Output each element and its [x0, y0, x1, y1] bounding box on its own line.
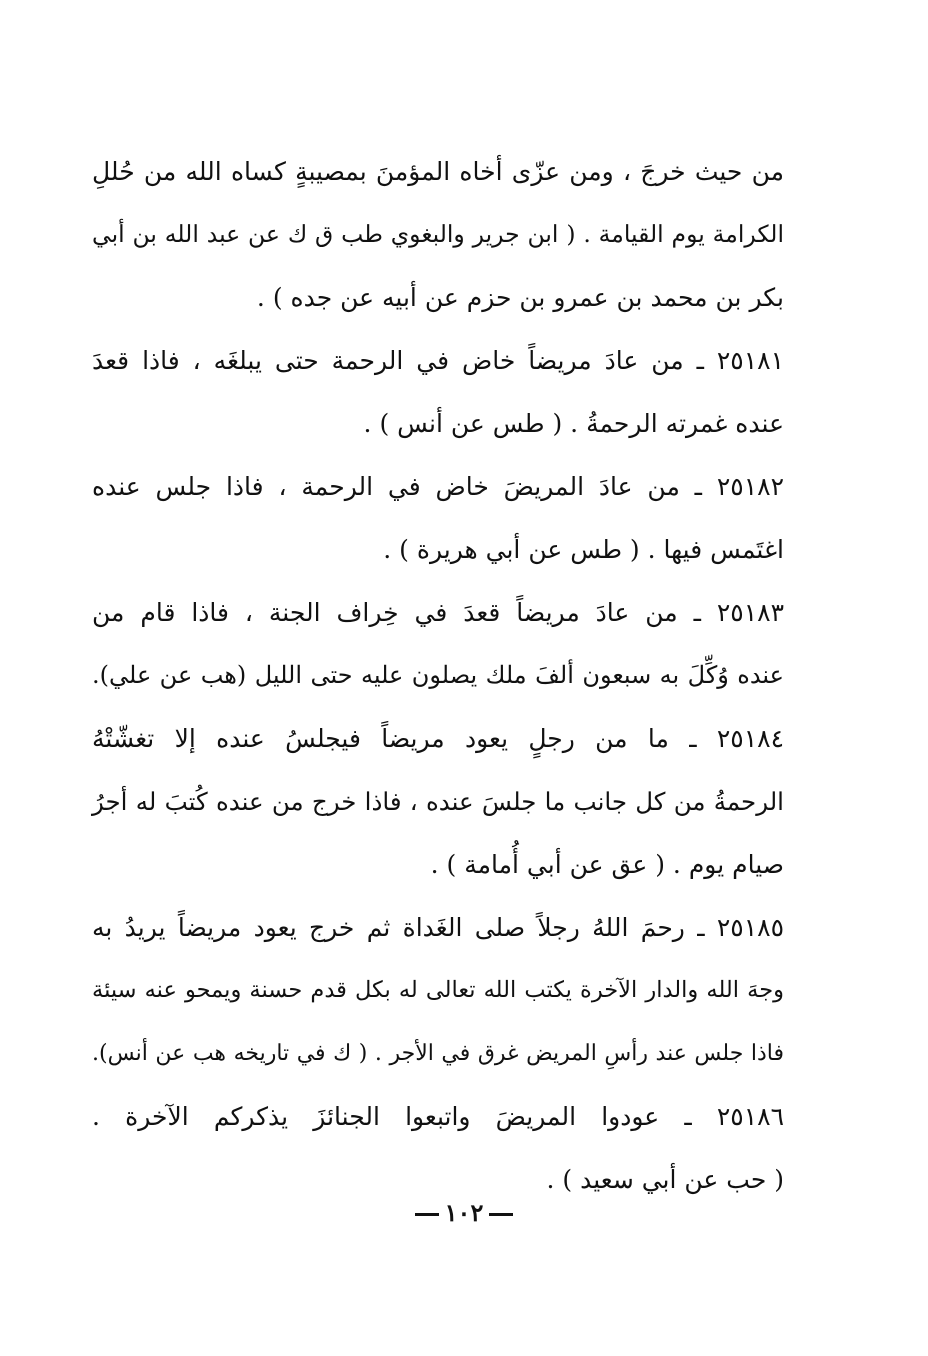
hadith-25183-line: ٢٥١٨٣ ـ من عادَ مريضاً قعدَ في خِراف الجنة ، فاذا قام من	[92, 598, 784, 627]
hadith-25181-line: ٢٥١٨١ ـ من عادَ مريضاً خاض في الرحمة حتى يبلغَه ، فاذا قعدَ	[92, 346, 784, 375]
text-line: فاذا جلس عند رأسِ المريض غرق في الأجر . ( ك في تاريخه هب عن أنس).	[92, 1041, 784, 1066]
text-line: صيام يوم . ( عق عن أبي أُمامة ) .	[430, 850, 784, 879]
text-line: الكرامة يوم القيامة . ( ابن جرير والبغوي طب ق ك عن عبد الله بن أبي	[92, 220, 784, 248]
text-line: الرحمةُ من كل جانب ما جلسَ عنده ، فاذا خرج من عنده كُتبَ له أجرُ	[92, 787, 784, 816]
hadith-25182-line: ٢٥١٨٢ ـ من عادَ المريضَ خاض في الرحمة ، فاذا جلس عنده	[92, 472, 784, 501]
text-line: من حيث خرجَ ، ومن عزّى أخاه المؤمنَ بمصيبةٍ كساه الله من حُللِ	[92, 157, 784, 186]
hadith-25184-line: ٢٥١٨٤ ـ ما من رجلٍ يعود مريضاً فيجلسُ عنده إلا تغشّتْهُ	[92, 724, 784, 753]
text-line: بكر بن محمد بن عمرو بن حزم عن أبيه عن جده ) .	[256, 283, 784, 312]
page-number: ١٠٢	[444, 1198, 484, 1227]
dash-decoration	[489, 1213, 513, 1216]
hadith-text-block	[92, 140, 784, 1211]
text-line: عنده غمرته الرحمةُ . ( طس عن أنس ) .	[363, 409, 784, 438]
text-line: وجهَ الله والدار الآخرة يكتب الله تعالى له بكل قدم حسنة ويمحو عنه سيئة	[92, 977, 784, 1003]
text-line: عنده وُكِّلَ به سبعون ألفَ ملك يصلون عليه حتى الليل (هب عن علي).	[92, 661, 784, 689]
text-line: ( حب عن أبي سعيد ) .	[546, 1165, 784, 1194]
dash-decoration	[415, 1213, 439, 1216]
hadith-25185-line: ٢٥١٨٥ ـ رحمَ اللهُ رجلاً صلى الغَداة ثم خرج يعود مريضاً يريدُ به	[92, 913, 784, 942]
hadith-25186-line: ٢٥١٨٦ ـ عودوا المريضَ واتبعوا الجنائزَ يذكركم الآخرة .	[92, 1102, 784, 1131]
page-number-footer	[0, 1198, 928, 1227]
text-line: اغتَمس فيها . ( طس عن أبي هريرة ) .	[383, 535, 784, 564]
